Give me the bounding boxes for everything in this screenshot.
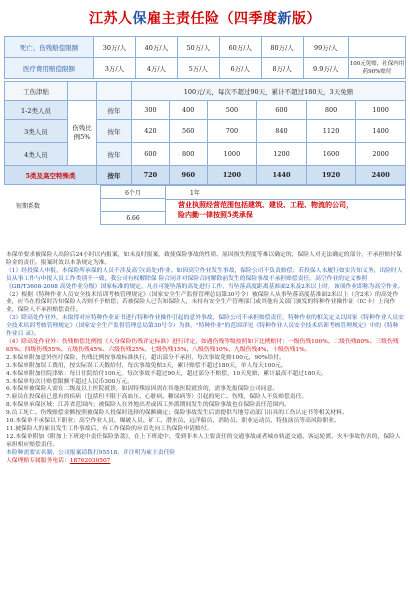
premium-category: 5类及高空特殊类 (5, 166, 97, 185)
coverage-label: 医疗费用赔偿限额 (5, 58, 94, 79)
title-part-1: 江苏人 (89, 11, 133, 27)
premium-cell: 840 (257, 120, 307, 143)
premium-cell: 1920 (306, 166, 356, 185)
premium-category: 4类人员 (5, 143, 68, 166)
contact-tip-text: 本险种需要实名制，公司报案请拨打95518，并注明为雇主责任险 (6, 449, 176, 456)
premium-cell: 700 (207, 120, 257, 143)
short-term-note (166, 185, 406, 225)
terms-paragraph: （1）经投保人申报，本保险所承保的人员不涉及高空(高处)作业。如因高空作业发生事故，保险公司不负责赔偿；若投保人未履行如实告知义务，出险时人员从事工作与申报人员工作类别不一致，我公司有权解除保 险合同并对保险合同解除前发生的保险事故不承担赔偿责任。高空作业的定义参照《GB/T3608-2008 高处作业分级》国家标准的规定，凡在可能坠落的高处进行工作，当坠落高度距离基准面2米及2米以上时，该项作业即称为高空作业。 (6, 267, 404, 290)
page-title (0, 0, 410, 36)
coverage-cell: 40万/人 (135, 37, 177, 58)
coverage-row-death (5, 37, 406, 58)
coverage-row-medical (5, 58, 406, 79)
title-part-3: 雇主责任险（四季度 (147, 11, 278, 27)
premium-cell: 960 (169, 166, 207, 185)
short-term-col (100, 185, 166, 225)
premium-header-cell: 100元/天，每次不超过90天，累计不超过180天，3天免赔 (132, 82, 406, 101)
premium-cell: 400 (169, 101, 207, 120)
premium-cell: 2000 (356, 143, 406, 166)
premium-cell: 560 (169, 120, 207, 143)
terms-paragraph: 9.员工死亡、伤残赔偿金额按照被保险人投保时选择的保额确定；保险事故发生后需提供当地劳动部门出具的工伤认定书等相关材料。 (6, 410, 348, 417)
contact-tip (6, 450, 404, 458)
premium-cell: 420 (132, 120, 170, 143)
terms-paragraph: 12.本保单附加《附加上下班途中责任保险条款》，在上下班途中，受到非本人主要责任的交通事故或者城市轨道交通、客运轮渡、火车事故伤害的，保险人承担相应赔偿责任。 (6, 433, 401, 448)
terms-paragraph: 10.本保单不承保以下职业：高空作业人员、爆破人员、矿工、潜水员、远洋船员、消防员、职业运动员、特技演员等高风险职业。 (6, 418, 340, 425)
short-term-cell: 6个月 (101, 186, 165, 199)
premium-cell: 1400 (356, 120, 406, 143)
terms-paragraph: 本保单要求被保险人出险后24小时以内报案，如未及时报案，致使保险事故的性质、原因损失程度等难以确定的，保险人对无法确定的部分，不承担赔付保险金的责任。报案时效以本条规定为准。 (6, 252, 402, 266)
terms-paragraph: 4.本保单附加住院津贴：每日住院给付100元，每次事故不超过90天，超过部分不赔偿，10天免赔，累计最高不超过180天。 (6, 370, 327, 377)
premium-header-cell (97, 82, 132, 101)
premium-row (5, 143, 406, 166)
coverage-cell: 60万/人 (219, 37, 261, 58)
coverage-cell: 50万/人 (177, 37, 219, 58)
coverage-cell: 6万/人 (219, 58, 261, 79)
title-part-4: 新 (277, 11, 292, 27)
premium-header-cell (68, 82, 97, 101)
coverage-note (349, 37, 406, 58)
premium-cell: 1200 (207, 166, 257, 185)
terms-paragraph: 6.本保单被保险人需在二级及以上医院就诊，如因特殊原因需在其他医院就诊的，需事先报保险公司同意。 (6, 386, 279, 393)
coverage-cell: 99万/人 (303, 37, 348, 58)
terms-paragraph: 5.本保单每次计赔偿限额不超过人民币300万元。 (6, 378, 133, 385)
premium-cell: 1440 (257, 166, 307, 185)
short-term-label: 短期系数 (16, 202, 41, 210)
terms-paragraph: （4）除高处作业外：伤残赔偿比例按《人身保险伤残评定标准》进行评定，如遇伤残等级按照如下比例赔付：一级伤残100%、二级伤残80%、三级伤残65%、四级伤残55%、五级伤残45%、六级伤残25%、七级伤残15%、八级伤残10%、九级伤残4%、十级伤残1%。 (6, 338, 399, 353)
premium-cell: 800 (306, 101, 356, 120)
premium-cell: 800 (169, 143, 207, 166)
terms-paragraph: 3.本保单附加误工费用，按实际误工天数给付，每次事故免赔3天，累计赔偿不超过180天，单人每天100元。 (6, 362, 287, 369)
terms-paragraph: （2）根据《特种作业人员安全技术培训考核管理规定》（国家安全生产监督管理总局第30号令）被保险人从事坠落高度基准面2米以上（含2米）的高处作业，应当在投保时告知保险人否则不予赔偿；若被保险人已告知保险人，未持有安全生产管理部门或其他有关部门颁发的特种作业操作证（IC卡）上岗作业，保险人不承担赔偿责任。 (6, 291, 399, 314)
coverage-cell: 80万/人 (261, 37, 303, 58)
terms-paragraph: 11.被保险人的雇员发生工作事故后，有工作保险的应首先向工伤保险申请赔付。 (6, 425, 213, 432)
coverage-cell: 8万/人 (261, 58, 303, 79)
terms-paragraph: （3）除高处作业外，未取得对应特种作业证书进行特种作业操作引起的意外事故，保险公司不承担赔偿责任，特种作业的相关定义以国家《特种作业人员安全技术培训考核管理规定》（国家安全生产监督管理总局第30号令）为准，"特种作业"的范围详见《特种作业人员安全技术培训考核管理规定》中的《特种作业目 录》。 (6, 315, 404, 338)
premium-table (4, 81, 406, 185)
premium-header-cell: 工伤津贴 (5, 82, 68, 101)
premium-cell: 1200 (257, 143, 307, 166)
coverage-cell: 3万/人 (94, 58, 136, 79)
phone-label: 人保理赔专属服务电话： (6, 457, 70, 464)
coverage-note: 100元免赔，社保内用药90%赔付 (349, 58, 406, 79)
premium-unit: 按年 (97, 166, 132, 185)
premium-cell: 1000 (207, 143, 257, 166)
premium-cell: 300 (132, 101, 170, 120)
claims-phone (6, 458, 404, 466)
title-part-2: 保 (132, 11, 147, 27)
short-term-cell: 6.66 (126, 214, 140, 222)
coverage-cell: 30万/人 (94, 37, 136, 58)
premium-unit: 按年 (97, 143, 132, 166)
premium-row (5, 120, 406, 143)
terms-paragraph: 7.雇员在投保前已患有的疾病（包括但不限于高血压、心脏病、糖尿病等）引起的死亡、伤残，保险人不负赔偿责任。 (6, 394, 308, 401)
notice-red: 营业执照经营范围包括建筑、建设、工程、物流的公司， (178, 200, 353, 209)
title-part-5: 版） (292, 11, 321, 27)
terms-paragraph: 8.本保单承保区域：江苏省范围内；被保险人在外地出差或因工外派期间发生的保险事故也在保险责任范围内。 (6, 402, 290, 409)
premium-cell: 720 (132, 166, 170, 185)
coverage-cell: 4万/人 (135, 58, 177, 79)
premium-cell: 600 (257, 101, 307, 120)
premium-cell: 1600 (306, 143, 356, 166)
premium-row (5, 101, 406, 120)
phone-number-link[interactable]: 18762030507 (69, 457, 111, 464)
short-term-cell: 1年 (166, 186, 405, 200)
premium-header-row (5, 82, 406, 101)
premium-cell: 500 (207, 101, 257, 120)
premium-category: 1-2类人员 (5, 101, 68, 120)
notice-red: 险内勤一律按照5类承保 (178, 210, 253, 219)
premium-cell: 1000 (356, 101, 406, 120)
coverage-cell: 9.9万/人 (303, 58, 348, 79)
premium-unit: 按年 (97, 120, 132, 143)
coverage-table (4, 36, 406, 79)
premium-category: 3类人员 (5, 120, 68, 143)
coverage-cell: 5万/人 (177, 58, 219, 79)
premium-cell: 2400 (356, 166, 406, 185)
rate-note: 伤残比例5% (68, 101, 97, 166)
terms-body (6, 252, 404, 465)
short-term-cell (101, 199, 165, 212)
coverage-label: 死亡、伤残赔偿限额 (5, 37, 94, 58)
premium-cell: 1120 (306, 120, 356, 143)
premium-cell: 600 (132, 143, 170, 166)
premium-highlight-row (5, 166, 406, 185)
terms-paragraph: 2.本保单附加意外医疗保险，伤残比例按事故标准执行，超出部分不承担，每次事故免赔100元，90%给付。 (6, 354, 285, 361)
premium-unit: 按年 (97, 101, 132, 120)
short-term-coefficient (4, 185, 406, 225)
